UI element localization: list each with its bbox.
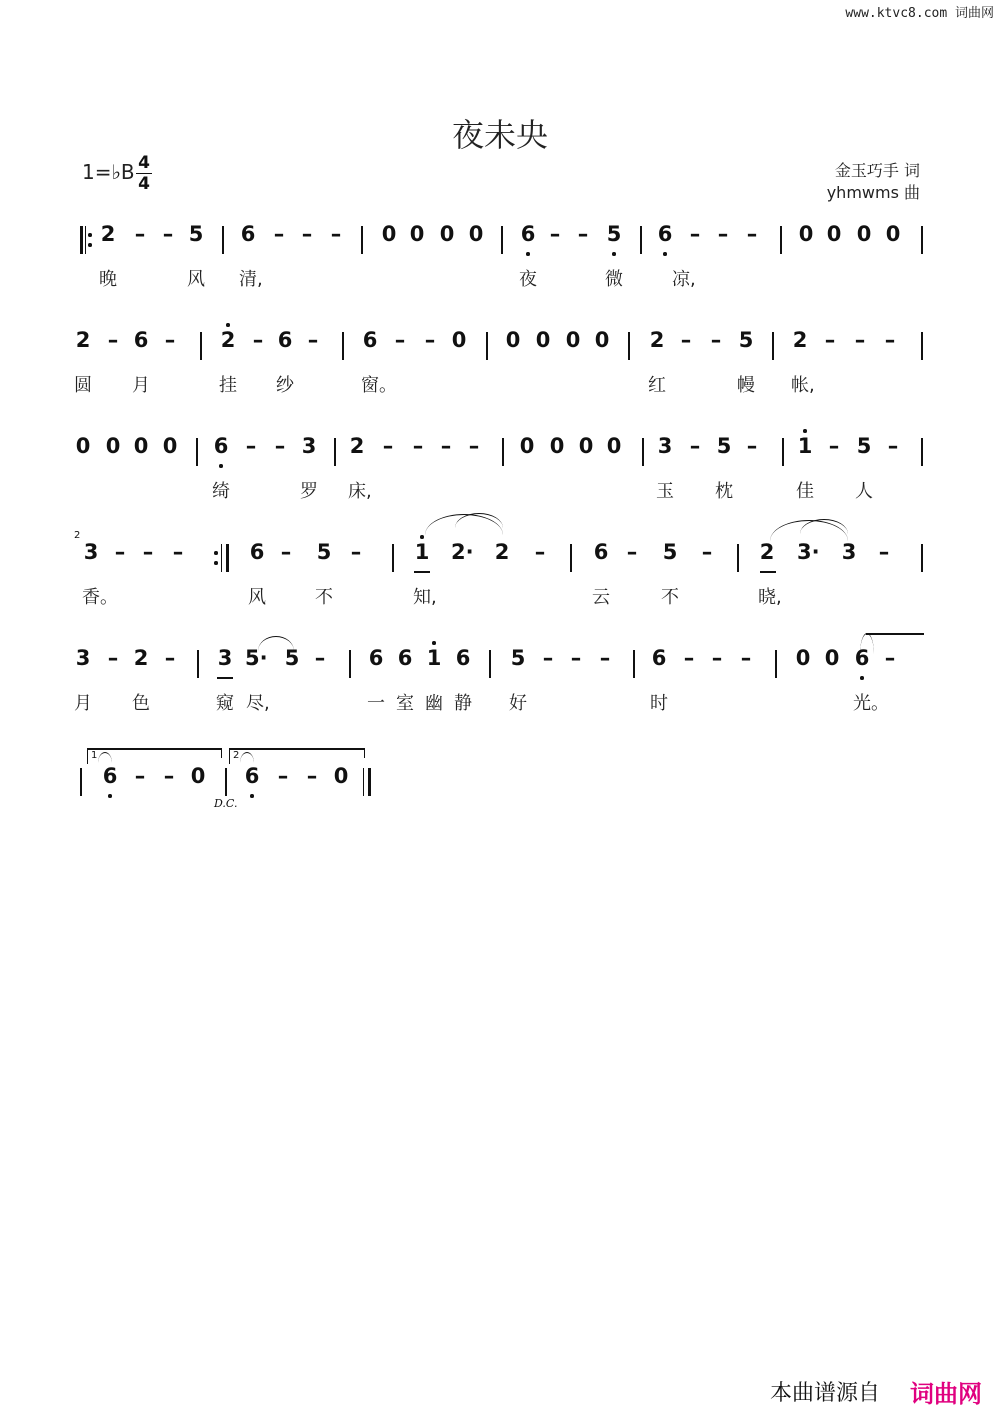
note: 5· <box>245 646 268 670</box>
lyric-word: 云 <box>592 587 610 608</box>
lyric-word: 一 <box>367 693 385 714</box>
octave-dot <box>226 323 230 327</box>
note: – <box>683 646 695 670</box>
lyric-word: 色 <box>132 693 150 714</box>
source-logo: 词曲网 <box>910 1380 982 1408</box>
barline <box>489 650 491 678</box>
barline <box>221 544 222 572</box>
note: 5 <box>738 328 754 352</box>
octave-dot <box>526 252 530 256</box>
note: – <box>280 540 292 564</box>
volta-number: 1 <box>91 750 98 761</box>
note: – <box>350 540 362 564</box>
note: 6 <box>249 540 265 564</box>
note: – <box>162 222 174 246</box>
note: – <box>307 328 319 352</box>
tie-line <box>866 633 924 635</box>
barline <box>642 438 644 466</box>
note: – <box>887 434 899 458</box>
note: 6 <box>854 646 870 670</box>
volta-line <box>229 748 364 750</box>
barline <box>737 544 739 572</box>
key-signature: 1=♭B <box>82 160 135 184</box>
octave-dot <box>108 794 112 798</box>
barline <box>392 544 394 572</box>
note: 1 <box>426 646 442 670</box>
note: – <box>163 764 175 788</box>
note: – <box>382 434 394 458</box>
lyric-word: 罗 <box>300 481 318 502</box>
lyric-word: 窥 <box>216 693 234 714</box>
note: 0 <box>795 646 811 670</box>
lyric-word: 圆 <box>74 375 92 396</box>
barline <box>921 438 923 466</box>
note: 0 <box>105 434 121 458</box>
note: – <box>394 328 406 352</box>
note: – <box>884 646 896 670</box>
note: 5 <box>606 222 622 246</box>
octave-dot <box>432 641 436 645</box>
note: 1 <box>797 434 813 458</box>
lyric-word: 不 <box>661 587 679 608</box>
note: 6 <box>362 328 378 352</box>
note: – <box>301 222 313 246</box>
note: – <box>134 764 146 788</box>
lyric-word: 人 <box>855 481 873 502</box>
octave-dot <box>250 794 254 798</box>
lyric-word: 微 <box>605 269 623 290</box>
grace-note: 2 <box>74 530 81 541</box>
note: – <box>114 540 126 564</box>
lyric-word: 月 <box>132 375 150 396</box>
note: – <box>884 328 896 352</box>
barline <box>85 226 86 254</box>
note: – <box>599 646 611 670</box>
note: 6 <box>277 328 293 352</box>
underline-beam <box>217 677 233 679</box>
lyricist-credit: 金玉巧手 词 <box>834 161 920 180</box>
note: 0 <box>606 434 622 458</box>
barline <box>368 768 371 796</box>
octave-dot <box>214 561 218 565</box>
note: 0 <box>549 434 565 458</box>
time-signature <box>136 154 152 193</box>
note: – <box>740 646 752 670</box>
note: 0 <box>381 222 397 246</box>
note: – <box>440 434 452 458</box>
note: 2 <box>494 540 510 564</box>
volta-number: 2 <box>233 750 240 761</box>
lyric-word: 风 <box>187 269 205 290</box>
barline <box>772 332 774 360</box>
lyric-word: 挂 <box>219 375 237 396</box>
note: 0 <box>162 434 178 458</box>
note: – <box>330 222 342 246</box>
note: 6 <box>240 222 256 246</box>
lyric-word: 时 <box>650 693 668 714</box>
lyric-word: 香。 <box>82 587 118 608</box>
note: 5 <box>284 646 300 670</box>
note: – <box>878 540 890 564</box>
note: – <box>549 222 561 246</box>
note: 0 <box>535 328 551 352</box>
barline <box>334 438 336 466</box>
barline <box>197 650 199 678</box>
lyric-word: 静 <box>454 693 472 714</box>
note: 1 <box>414 540 430 564</box>
note: – <box>746 434 758 458</box>
note: – <box>717 222 729 246</box>
note: 2 <box>649 328 665 352</box>
note: 6 <box>593 540 609 564</box>
note: 0 <box>333 764 349 788</box>
note: 0 <box>565 328 581 352</box>
lyric-word: 室 <box>396 693 414 714</box>
volta-edge <box>229 748 230 764</box>
note: – <box>172 540 184 564</box>
barline <box>80 768 82 796</box>
composer-credit: yhmwms 曲 <box>826 183 920 202</box>
volta-line <box>87 748 222 750</box>
barline <box>196 438 198 466</box>
note: 2 <box>349 434 365 458</box>
note: 6 <box>455 646 471 670</box>
note: – <box>424 328 436 352</box>
note: 6 <box>368 646 384 670</box>
lyric-word: 知, <box>413 587 437 608</box>
underline-beam <box>414 571 430 573</box>
octave-dot <box>88 243 92 247</box>
barline <box>342 332 344 360</box>
note: – <box>542 646 554 670</box>
note: 5 <box>662 540 678 564</box>
note: 2 <box>133 646 149 670</box>
lyric-word: 凉, <box>672 269 696 290</box>
barline <box>349 650 351 678</box>
octave-dot <box>663 252 667 256</box>
note: 6 <box>520 222 536 246</box>
barline <box>921 332 923 360</box>
note: – <box>306 764 318 788</box>
octave-dot <box>420 535 424 539</box>
barline <box>633 650 635 678</box>
note: – <box>680 328 692 352</box>
lyric-word: 晓, <box>758 587 782 608</box>
note: 2 <box>792 328 808 352</box>
note: – <box>534 540 546 564</box>
note: 2 <box>759 540 775 564</box>
lyric-word: 光。 <box>853 693 889 714</box>
note: 0 <box>451 328 467 352</box>
note: 3 <box>841 540 857 564</box>
barline <box>628 332 630 360</box>
octave-dot <box>803 429 807 433</box>
note: 3 <box>301 434 317 458</box>
note: – <box>710 328 722 352</box>
note: – <box>164 646 176 670</box>
lyric-word: 清, <box>239 269 263 290</box>
lyric-word: 晚 <box>99 269 117 290</box>
note: 6 <box>657 222 673 246</box>
lyric-word: 玉 <box>656 481 674 502</box>
note: – <box>277 764 289 788</box>
note: 0 <box>519 434 535 458</box>
lyric-word: 床, <box>348 481 372 502</box>
note: 6 <box>244 764 260 788</box>
note: 0 <box>826 222 842 246</box>
song-title: 夜未央 <box>451 116 548 154</box>
time-signature-top: 4 <box>138 153 150 173</box>
note: 0 <box>190 764 206 788</box>
note: 2· <box>451 540 474 564</box>
note: – <box>107 646 119 670</box>
note: 2 <box>220 328 236 352</box>
volta-edge <box>87 748 88 764</box>
barline <box>200 332 202 360</box>
note: – <box>273 222 285 246</box>
note: 0 <box>439 222 455 246</box>
octave-dot <box>219 464 223 468</box>
barline <box>640 226 642 254</box>
slur-arc <box>860 633 874 654</box>
lyric-word: 佳 <box>796 481 814 502</box>
note: – <box>577 222 589 246</box>
octave-dot <box>88 233 92 237</box>
note: 5 <box>188 222 204 246</box>
note: – <box>134 222 146 246</box>
barline <box>501 226 503 254</box>
note: – <box>468 434 480 458</box>
barline <box>361 226 363 254</box>
note: 2 <box>75 328 91 352</box>
note: – <box>626 540 638 564</box>
note: 3 <box>83 540 99 564</box>
note: 0 <box>505 328 521 352</box>
note: 5 <box>716 434 732 458</box>
note: – <box>314 646 326 670</box>
barline <box>80 226 83 254</box>
site-watermark: www.ktvc8.com 词曲网 <box>845 6 994 21</box>
barline <box>570 544 572 572</box>
barline <box>222 226 224 254</box>
lyric-word: 风 <box>248 587 266 608</box>
note: 5 <box>510 646 526 670</box>
note: 0 <box>798 222 814 246</box>
note: – <box>824 328 836 352</box>
volta-edge <box>221 748 222 758</box>
note: – <box>711 646 723 670</box>
note: 6 <box>133 328 149 352</box>
note: 0 <box>594 328 610 352</box>
slur-arc <box>98 752 112 763</box>
underline-beam <box>760 571 776 573</box>
note: 0 <box>824 646 840 670</box>
note: – <box>701 540 713 564</box>
note: 6 <box>651 646 667 670</box>
note: 6 <box>102 764 118 788</box>
lyric-word: 纱 <box>276 375 294 396</box>
note: – <box>746 222 758 246</box>
note: 3 <box>217 646 233 670</box>
note: 0 <box>885 222 901 246</box>
note: – <box>252 328 264 352</box>
lyric-word: 幔 <box>737 375 755 396</box>
note: 0 <box>856 222 872 246</box>
octave-dot <box>612 252 616 256</box>
note: – <box>689 434 701 458</box>
note: – <box>142 540 154 564</box>
lyric-word: 幽 <box>425 693 443 714</box>
barline <box>921 544 923 572</box>
note: – <box>828 434 840 458</box>
barline <box>502 438 504 466</box>
barline <box>363 768 364 796</box>
note: – <box>245 434 257 458</box>
slur-arc <box>240 752 254 763</box>
note: 2 <box>100 222 116 246</box>
note: – <box>164 328 176 352</box>
note: – <box>570 646 582 670</box>
note: 3 <box>657 434 673 458</box>
octave-dot <box>214 551 218 555</box>
note: 0 <box>75 434 91 458</box>
lyric-word: 月 <box>74 693 92 714</box>
barline <box>921 226 923 254</box>
dc-mark: D.C. <box>214 797 238 810</box>
note: – <box>412 434 424 458</box>
time-signature-bottom: 4 <box>138 174 150 194</box>
barline <box>226 544 229 572</box>
lyric-word: 夜 <box>519 269 537 290</box>
note: 5 <box>316 540 332 564</box>
note: 3· <box>797 540 820 564</box>
source-text: 本曲谱源自 <box>769 1381 880 1406</box>
lyric-word: 好 <box>509 693 527 714</box>
lyric-word: 窗。 <box>361 375 397 396</box>
octave-dot <box>860 676 864 680</box>
barline <box>486 332 488 360</box>
lyric-word: 不 <box>315 587 333 608</box>
note: 0 <box>468 222 484 246</box>
volta-edge <box>364 748 365 758</box>
barline <box>775 650 777 678</box>
lyric-word: 尽, <box>246 693 270 714</box>
lyric-word: 红 <box>648 375 666 396</box>
note: – <box>854 328 866 352</box>
barline <box>780 226 782 254</box>
note: 0 <box>133 434 149 458</box>
note: – <box>107 328 119 352</box>
note: 3 <box>75 646 91 670</box>
barline <box>782 438 784 466</box>
note: 0 <box>578 434 594 458</box>
note: 5 <box>856 434 872 458</box>
note: – <box>274 434 286 458</box>
note: 6 <box>213 434 229 458</box>
lyric-word: 枕 <box>715 481 733 502</box>
note: 0 <box>409 222 425 246</box>
note: – <box>689 222 701 246</box>
note: 6 <box>397 646 413 670</box>
barline <box>225 768 227 796</box>
slur-arc <box>258 636 294 651</box>
lyric-word: 绮 <box>212 481 230 502</box>
lyric-word: 帐, <box>791 375 815 396</box>
